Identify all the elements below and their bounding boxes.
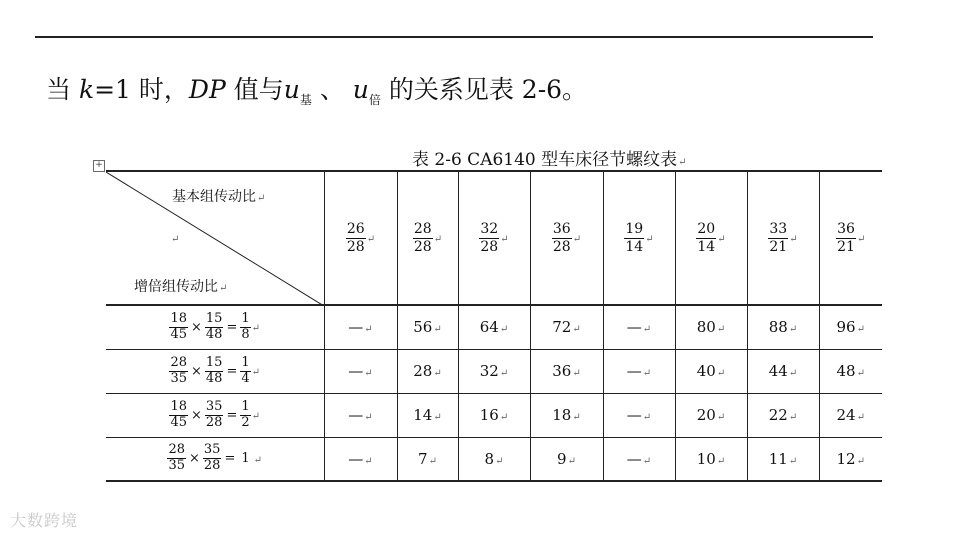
table-row bbox=[106, 437, 882, 481]
fraction bbox=[346, 221, 366, 254]
return-mark: ↵ bbox=[642, 412, 652, 423]
times-sign: × bbox=[191, 319, 202, 335]
fraction-numerator: 28 bbox=[170, 354, 187, 370]
fraction bbox=[240, 356, 250, 387]
return-mark: ↵ bbox=[572, 412, 581, 423]
pitch-value: — bbox=[626, 318, 642, 337]
fraction-numerator: 15 bbox=[205, 310, 223, 326]
equals-sign: = bbox=[226, 319, 238, 335]
fraction-denominator: 28 bbox=[203, 458, 221, 474]
fraction bbox=[169, 356, 188, 387]
pitch-value: 18 bbox=[552, 406, 572, 424]
pitch-value-cell bbox=[530, 393, 603, 437]
return-mark: ↵ bbox=[716, 412, 726, 423]
pitch-value-cell bbox=[675, 305, 747, 349]
pitch-value-cell bbox=[747, 349, 819, 393]
return-mark: ↵ bbox=[499, 412, 509, 423]
fraction-denominator: 28 bbox=[480, 238, 499, 255]
return-mark: ↵ bbox=[572, 368, 581, 379]
pitch-value: 64 bbox=[479, 318, 499, 337]
return-mark: ↵ bbox=[572, 234, 582, 245]
pitch-value: — bbox=[626, 362, 642, 380]
return-mark: ↵ bbox=[499, 324, 509, 336]
watermark: 大数跨境 bbox=[10, 511, 79, 530]
fraction bbox=[169, 312, 188, 343]
pitch-value-cell bbox=[675, 437, 747, 481]
thread-table bbox=[106, 170, 882, 482]
return-mark: ↵ bbox=[716, 455, 726, 467]
fraction-denominator: 35 bbox=[168, 458, 185, 474]
header-cell bbox=[747, 171, 819, 305]
pitch-value: 56 bbox=[413, 318, 433, 337]
fraction-numerator: 18 bbox=[170, 310, 187, 326]
fraction-denominator: 28 bbox=[413, 238, 432, 255]
pitch-value: — bbox=[626, 406, 642, 424]
pitch-value: 24 bbox=[836, 406, 856, 424]
fraction-numerator: 1 bbox=[241, 310, 250, 326]
pitch-value-cell bbox=[603, 305, 675, 349]
fraction-denominator: 28 bbox=[205, 414, 223, 430]
return-mark: ↵ bbox=[253, 454, 263, 466]
corner-mark: ↵ bbox=[171, 234, 180, 245]
pitch-value-cell bbox=[458, 305, 530, 349]
fraction-numerator: 1 bbox=[241, 398, 250, 414]
pitch-value: 14 bbox=[413, 406, 433, 424]
fraction-numerator: 1 bbox=[241, 354, 250, 370]
return-mark: ↵ bbox=[433, 368, 442, 379]
pitch-value: — bbox=[626, 449, 642, 468]
fraction bbox=[836, 221, 856, 254]
fraction bbox=[624, 221, 644, 254]
fraction-numerator: 28 bbox=[413, 221, 432, 238]
fraction-denominator: 2 bbox=[241, 414, 250, 430]
return-mark: ↵ bbox=[364, 324, 373, 336]
fraction-denominator: 28 bbox=[346, 238, 365, 255]
pitch-value-cell bbox=[397, 437, 458, 481]
fraction-denominator: 4 bbox=[241, 370, 250, 386]
header-cell bbox=[675, 171, 747, 305]
pitch-value-cell bbox=[324, 393, 397, 437]
return-mark: ↵ bbox=[567, 455, 576, 467]
return-mark: ↵ bbox=[856, 455, 865, 467]
pitch-value: 7 bbox=[418, 449, 428, 468]
return-mark: ↵ bbox=[642, 324, 652, 336]
pitch-value: 44 bbox=[768, 362, 788, 380]
return-mark: ↵ bbox=[788, 455, 798, 467]
equals-sign: = bbox=[226, 363, 238, 379]
fraction-denominator: 35 bbox=[170, 370, 187, 386]
return-mark: ↵ bbox=[856, 324, 865, 336]
return-mark: ↵ bbox=[364, 455, 373, 467]
pitch-value-cell bbox=[819, 305, 882, 349]
return-mark: ↵ bbox=[500, 234, 509, 245]
pitch-value-cell bbox=[530, 349, 603, 393]
pitch-value: 12 bbox=[836, 449, 856, 468]
return-mark: ↵ bbox=[251, 411, 261, 422]
fraction-denominator: 14 bbox=[625, 238, 644, 255]
pitch-value-cell bbox=[397, 305, 458, 349]
fraction-denominator: 45 bbox=[170, 326, 187, 342]
fraction bbox=[167, 443, 186, 474]
pitch-value: 80 bbox=[696, 318, 716, 337]
fraction-numerator: 35 bbox=[203, 442, 221, 458]
table-move-handle-icon[interactable]: + bbox=[93, 160, 105, 172]
times-sign: × bbox=[189, 451, 200, 467]
return-mark: ↵ bbox=[716, 324, 726, 336]
pitch-value-cell bbox=[397, 349, 458, 393]
return-mark: ↵ bbox=[364, 368, 373, 379]
pitch-value: 96 bbox=[836, 318, 856, 337]
fraction bbox=[205, 312, 224, 343]
return-mark: ↵ bbox=[364, 412, 373, 423]
pitch-value-cell bbox=[747, 305, 819, 349]
pitch-value-cell bbox=[324, 437, 397, 481]
pitch-value-cell bbox=[819, 393, 882, 437]
return-mark: ↵ bbox=[788, 324, 798, 336]
return-mark: ↵ bbox=[572, 324, 581, 336]
fraction bbox=[203, 443, 222, 474]
corner-top-label: 基本组传动比↵ bbox=[172, 189, 266, 205]
return-mark: ↵ bbox=[428, 455, 437, 467]
pitch-value: — bbox=[348, 449, 364, 468]
equals-sign: = bbox=[224, 451, 236, 467]
fraction-denominator: 14 bbox=[697, 238, 716, 255]
table-row bbox=[106, 305, 882, 349]
pitch-value: — bbox=[348, 318, 364, 337]
header-cell bbox=[603, 171, 675, 305]
fraction-numerator: 18 bbox=[170, 398, 187, 414]
ratio-result: 1 bbox=[241, 451, 250, 467]
heading-text: 当 k=1 时，DP 值与$u_基$ 、 $u_倍$ 的关系见表 2-6。 bbox=[46, 75, 588, 107]
return-mark: ↵ bbox=[499, 368, 509, 379]
table-row bbox=[106, 349, 882, 393]
pitch-value-cell bbox=[530, 437, 603, 481]
ratio-expression-cell bbox=[106, 305, 324, 349]
pitch-value: — bbox=[348, 406, 364, 424]
return-mark: ↵ bbox=[433, 412, 442, 423]
pitch-value-cell bbox=[603, 349, 675, 393]
pitch-value: 32 bbox=[479, 362, 499, 380]
equals-sign: = bbox=[226, 407, 238, 423]
header-cell bbox=[324, 171, 397, 305]
pitch-value: 9 bbox=[557, 449, 567, 468]
return-mark: ↵ bbox=[642, 368, 652, 379]
return-mark: ↵ bbox=[251, 367, 261, 378]
fraction-numerator: 32 bbox=[480, 221, 499, 238]
fraction-numerator: 20 bbox=[697, 221, 716, 238]
return-mark: ↵ bbox=[366, 234, 376, 245]
fraction-denominator: 48 bbox=[205, 326, 223, 342]
pitch-value: 28 bbox=[413, 362, 433, 380]
pitch-value-cell bbox=[819, 437, 882, 481]
pitch-value: 72 bbox=[552, 318, 572, 337]
pitch-value: 20 bbox=[696, 406, 716, 424]
return-mark: ↵ bbox=[433, 324, 442, 336]
header-cell bbox=[458, 171, 530, 305]
pitch-value-cell bbox=[603, 437, 675, 481]
fraction bbox=[169, 400, 188, 431]
top-rule bbox=[35, 36, 873, 38]
ratio-expression-cell bbox=[106, 393, 324, 437]
fraction-numerator: 15 bbox=[205, 354, 223, 370]
return-mark: ↵ bbox=[716, 368, 726, 379]
ratio-expression-cell bbox=[106, 437, 324, 481]
pitch-value-cell bbox=[324, 305, 397, 349]
fraction-numerator: 19 bbox=[625, 221, 644, 238]
fraction-denominator: 8 bbox=[241, 326, 250, 342]
fraction bbox=[413, 221, 433, 254]
return-mark: ↵ bbox=[495, 455, 504, 467]
pitch-value: 11 bbox=[768, 449, 788, 468]
return-mark: ↵ bbox=[856, 368, 865, 379]
corner-bottom-label: 增倍组传动比↵ bbox=[134, 279, 228, 295]
times-sign: × bbox=[191, 407, 202, 423]
pitch-value-cell bbox=[819, 349, 882, 393]
return-mark: ↵ bbox=[645, 234, 654, 245]
return-mark: ↵ bbox=[251, 323, 261, 335]
return-mark: ↵ bbox=[856, 412, 865, 423]
fraction bbox=[696, 221, 716, 254]
fraction bbox=[552, 221, 572, 254]
fraction-numerator: 28 bbox=[168, 442, 185, 458]
return-mark: ↵ bbox=[789, 234, 798, 245]
pitch-value-cell bbox=[747, 437, 819, 481]
fraction bbox=[768, 221, 788, 254]
pitch-value-cell bbox=[324, 349, 397, 393]
fraction bbox=[205, 356, 224, 387]
fraction-numerator: 36 bbox=[552, 221, 571, 238]
corner-cell bbox=[106, 171, 324, 305]
pitch-value-cell bbox=[675, 393, 747, 437]
fraction-numerator: 36 bbox=[837, 221, 855, 238]
fraction-denominator: 21 bbox=[769, 238, 788, 255]
return-mark: ↵ bbox=[642, 455, 652, 467]
header-row bbox=[106, 171, 882, 305]
pitch-value-cell bbox=[530, 305, 603, 349]
fraction-numerator: 35 bbox=[205, 398, 223, 414]
return-mark: ↵ bbox=[788, 412, 798, 423]
pitch-value-cell bbox=[458, 437, 530, 481]
fraction bbox=[240, 400, 250, 431]
pitch-value-cell bbox=[675, 349, 747, 393]
fraction bbox=[479, 221, 499, 254]
fraction bbox=[205, 400, 224, 431]
fraction bbox=[240, 312, 250, 343]
pitch-value: — bbox=[348, 362, 364, 380]
pitch-value: 40 bbox=[696, 362, 716, 380]
pitch-value: 36 bbox=[552, 362, 572, 380]
pitch-value: 88 bbox=[768, 318, 788, 337]
pitch-value: 48 bbox=[836, 362, 856, 380]
return-mark: ↵ bbox=[717, 234, 726, 245]
pitch-value: 8 bbox=[484, 449, 495, 468]
pitch-value-cell bbox=[458, 393, 530, 437]
fraction-denominator: 21 bbox=[837, 238, 855, 255]
pitch-value-cell bbox=[603, 393, 675, 437]
times-sign: × bbox=[191, 363, 202, 379]
header-cell bbox=[819, 171, 882, 305]
pitch-value: 10 bbox=[696, 449, 716, 468]
return-mark: ↵ bbox=[433, 234, 443, 245]
fraction-denominator: 48 bbox=[205, 370, 223, 386]
pitch-value: 16 bbox=[479, 406, 499, 424]
return-mark: ↵ bbox=[856, 234, 866, 245]
pitch-value: 22 bbox=[768, 406, 788, 424]
fraction-denominator: 45 bbox=[170, 414, 187, 430]
fraction-denominator: 28 bbox=[552, 238, 571, 255]
table-row bbox=[106, 393, 882, 437]
fraction-numerator: 33 bbox=[769, 221, 788, 238]
header-cell bbox=[397, 171, 458, 305]
table-caption: 表 2-6 CA6140 型车床径节螺纹表↵ bbox=[412, 150, 687, 170]
pitch-value-cell bbox=[458, 349, 530, 393]
fraction-numerator: 26 bbox=[346, 221, 365, 238]
header-cell bbox=[530, 171, 603, 305]
pitch-value-cell bbox=[397, 393, 458, 437]
return-mark: ↵ bbox=[788, 368, 798, 379]
ratio-expression-cell bbox=[106, 349, 324, 393]
pitch-value-cell bbox=[747, 393, 819, 437]
